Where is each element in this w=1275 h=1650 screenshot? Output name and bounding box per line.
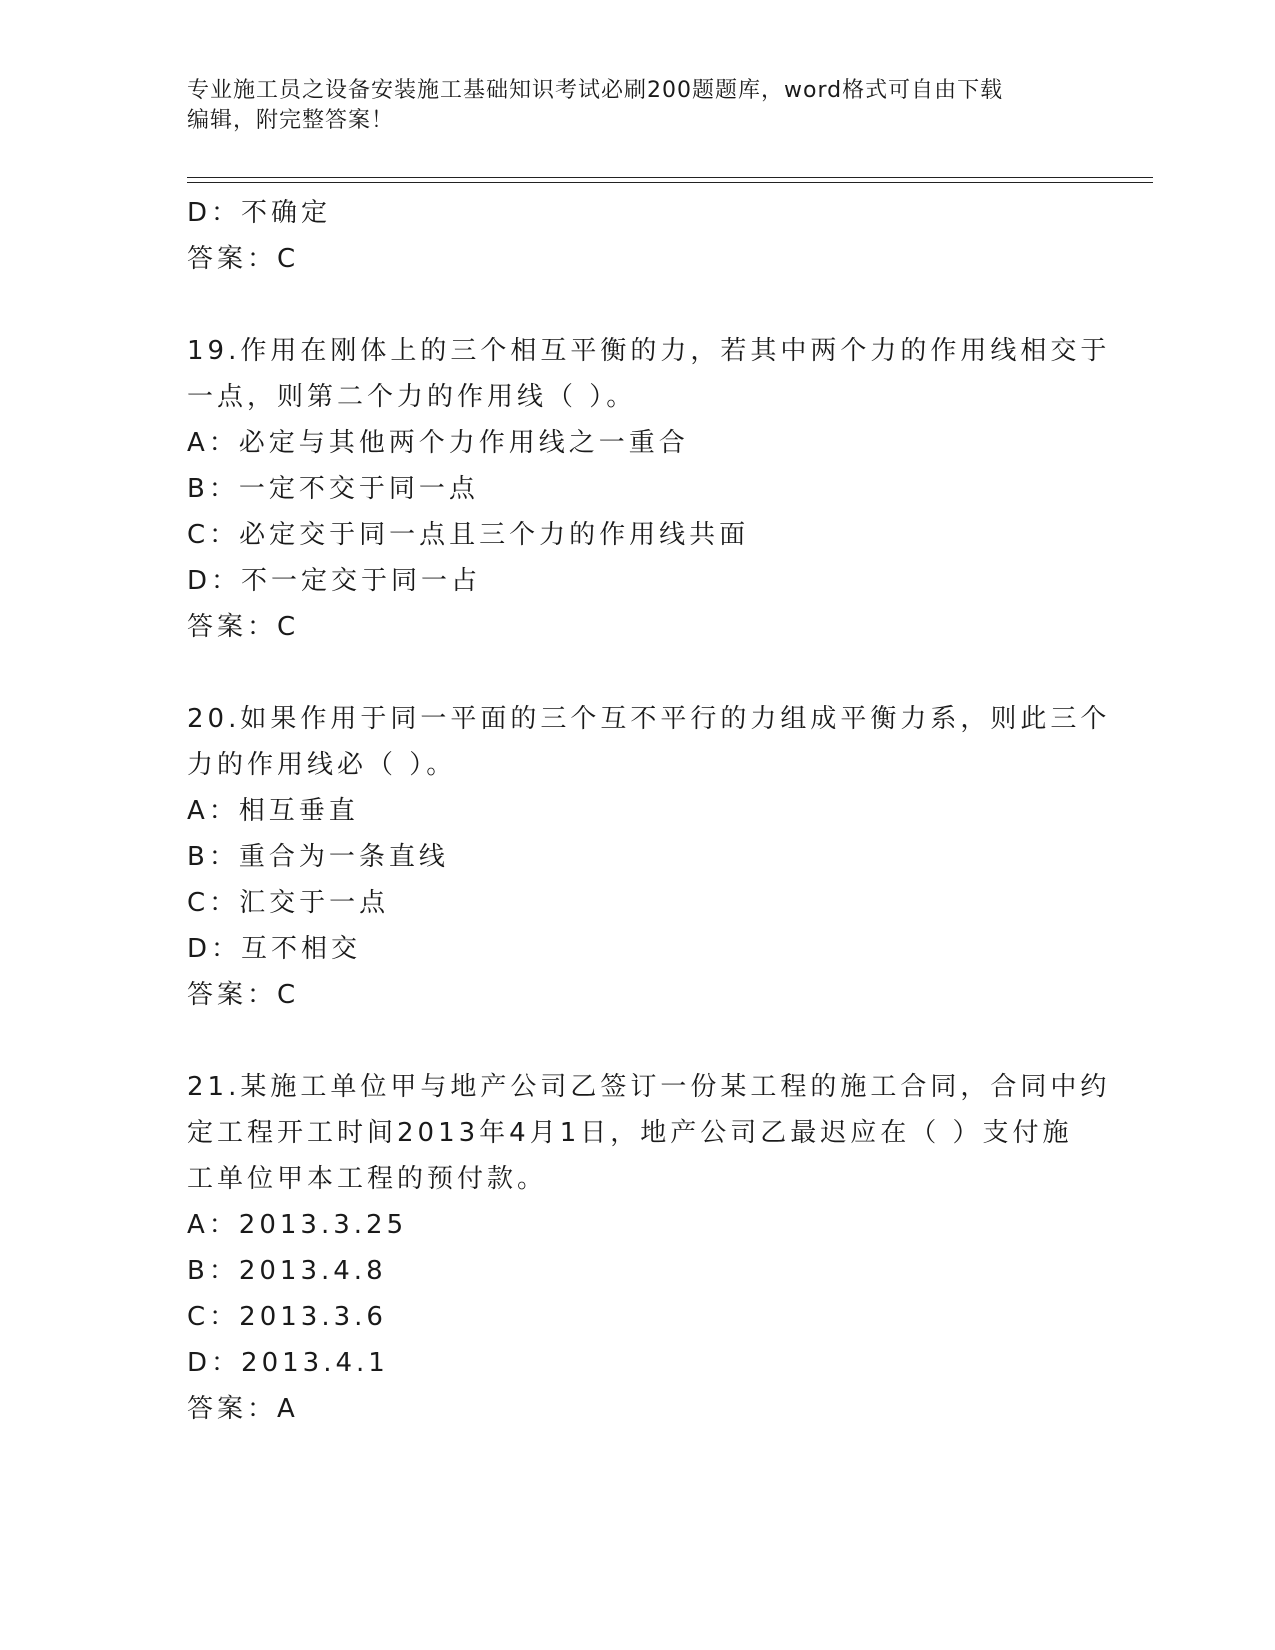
answer: 答案：C [187, 612, 300, 642]
answer: 答案：C [187, 980, 300, 1010]
question-stem: 21.某施工单位甲与地产公司乙签订一份某工程的施工合同，合同中约 [187, 1072, 1111, 1102]
header-divider-top [187, 177, 1153, 178]
option-d: D：互不相交 [187, 934, 362, 964]
question-19 [187, 328, 1111, 650]
answer: 答案：C [187, 244, 300, 274]
spacer [187, 282, 1087, 328]
option-a: A：相互垂直 [187, 796, 359, 826]
answer: 答案：A [187, 1394, 299, 1424]
question-stem: 20.如果作用于同一平面的三个互不平行的力组成平衡力系，则此三个 [187, 704, 1111, 734]
question-stem: 定工程开工时间2013年4月1日，地产公司乙最迟应在（ ）支付施 [187, 1118, 1073, 1148]
option-d: D：不一定交于同一占 [187, 566, 482, 596]
question-21 [187, 1064, 1111, 1432]
header-line-2: 编辑，附完整答案！ [187, 108, 395, 133]
option-b: B：重合为一条直线 [187, 842, 449, 872]
question-stem: 力的作用线必（ ）。 [187, 750, 457, 780]
document-body [187, 190, 1111, 1432]
document-header [187, 76, 1067, 136]
option-d: D：2013.4.1 [187, 1348, 389, 1378]
question-stem: 工单位甲本工程的预付款。 [187, 1164, 548, 1194]
option-b: B：2013.4.8 [187, 1256, 387, 1286]
header-line-1: 专业施工员之设备安装施工基础知识考试必刷200题题库，word格式可自由下载 [187, 78, 1004, 103]
option-b: B：一定不交于同一点 [187, 474, 479, 504]
question-20 [187, 696, 1111, 1018]
option-c: C：2013.3.6 [187, 1302, 387, 1332]
question-stem: 19.作用在刚体上的三个相互平衡的力，若其中两个力的作用线相交于 [187, 336, 1111, 366]
option-c: C：必定交于同一点且三个力的作用线共面 [187, 520, 750, 550]
question-stem: 一点，则第二个力的作用线（ ）。 [187, 382, 637, 412]
option-d: D：不确定 [187, 198, 332, 228]
option-c: C：汇交于一点 [187, 888, 390, 918]
question-18-tail [187, 190, 1087, 282]
option-a: A：必定与其他两个力作用线之一重合 [187, 428, 689, 458]
option-a: A：2013.3.25 [187, 1210, 408, 1240]
spacer [187, 650, 1087, 696]
header-divider-bottom [187, 182, 1153, 183]
spacer [187, 1018, 1087, 1064]
